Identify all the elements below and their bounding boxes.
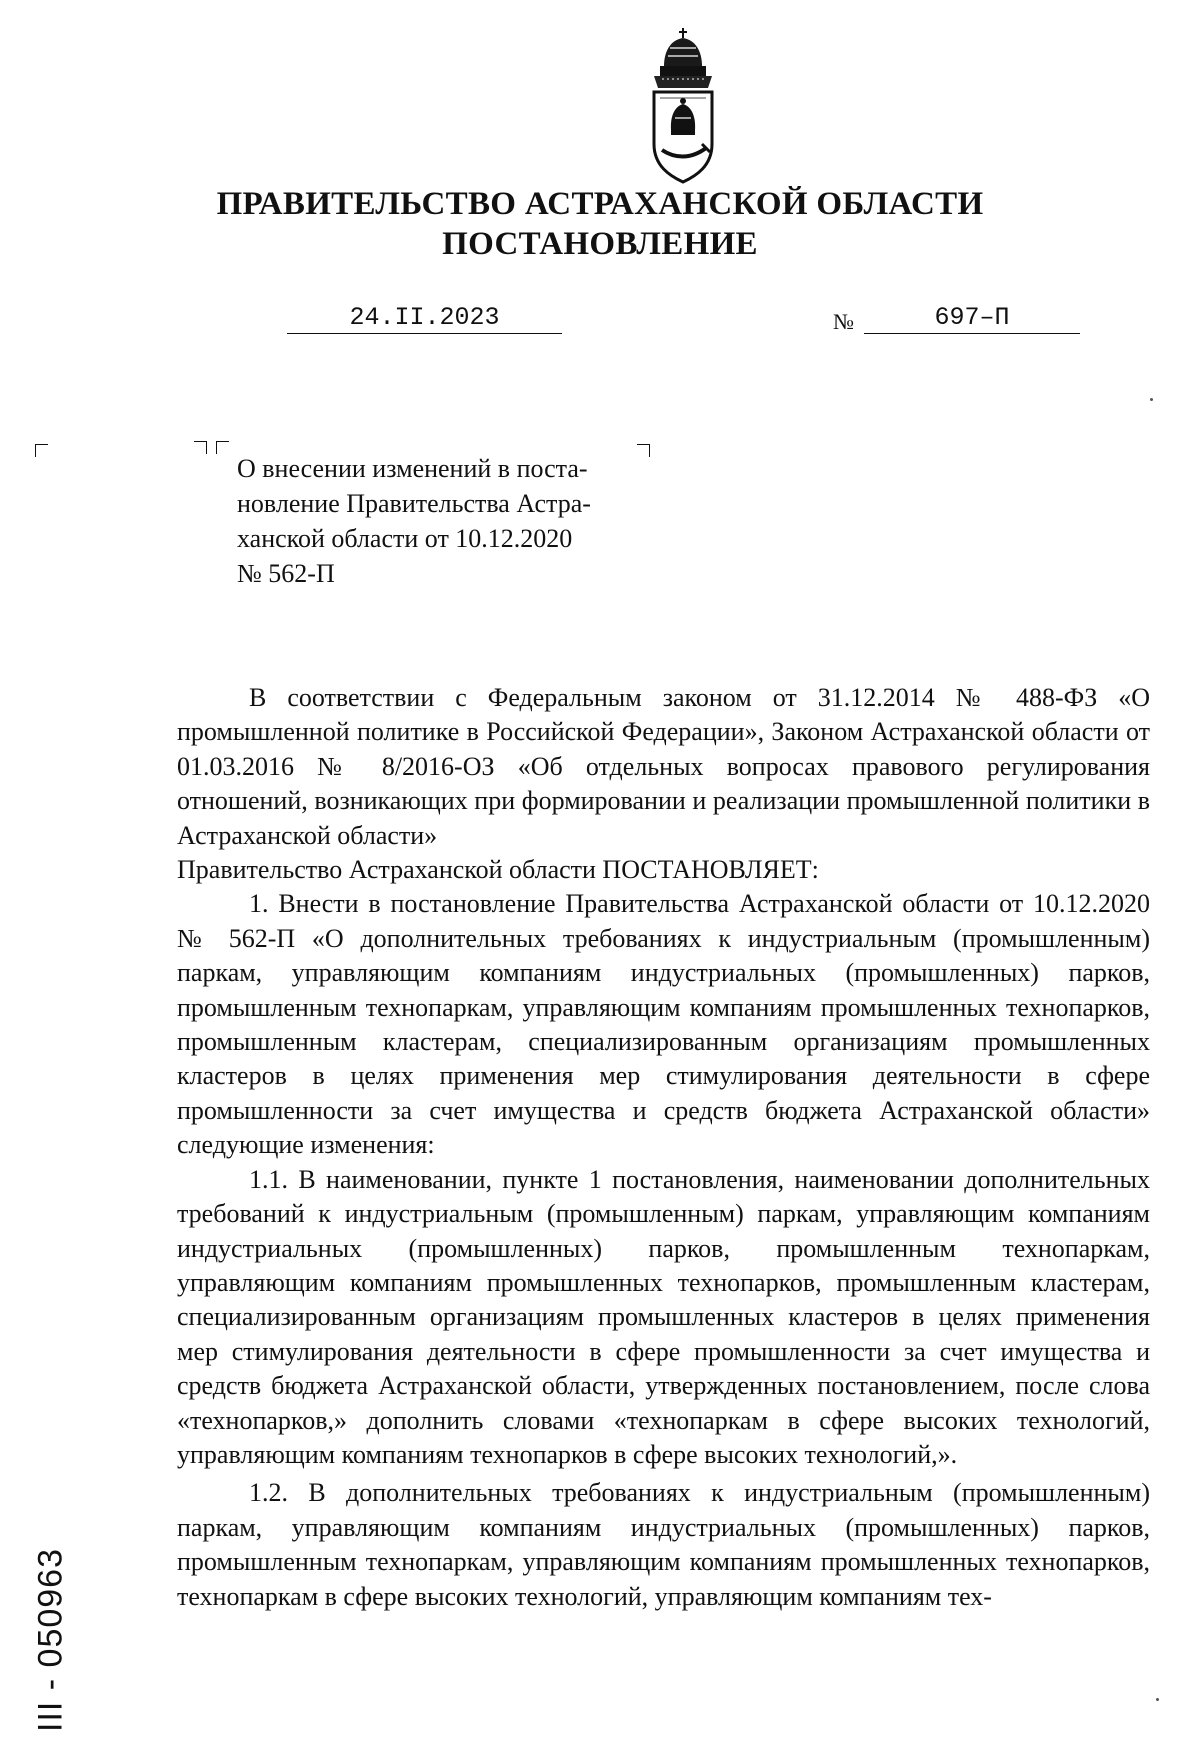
government-title: ПРАВИТЕЛЬСТВО АСТРАХАНСКОЙ ОБЛАСТИ (216, 186, 984, 222)
subject-corner-mark (637, 444, 650, 457)
form-serial-number (26, 1540, 76, 1740)
body-paragraph: 1.1. В наименовании, пункте 1 постановления, наименовании дополнительных требований к индустриальным (промышленным) паркам, управляющим компаниям индустриальных (промышленных) парков, промышленным технопаркам, управляющим компаниям промышленных технопарков, промышленным кластерам, специализированным организациям промышленных кластеров в целях применения мер стимулирования деятельности в сфере промышленности за счет имущества и средств бюджета Астраханской области, утвержденных постановлением, после слова «технопарков,» дополнить словами «технопаркам в сфере высоких технологий, управляющим компаниям технопарков в сфере высоких технологий,». (177, 1164, 1150, 1469)
document-type-title: ПОСТАНОВЛЕНИЕ (442, 226, 758, 262)
margin-corner-mark (35, 444, 48, 457)
document-body (177, 681, 1150, 1614)
body-paragraph: 1. Внести в постановление Правительства Астраханской области от 10.12.2020 № 562-П «О дополнительных требованиях к индустриальным (промышленным) паркам, управляющим компаниям индустриальных (промышленных) парков, промышленным технопаркам, управляющим компаниям промышленных технопарков, промышленным кластерам, специализированным организациям промышленных кластеров в целях применения мер стимулирования деятельности в сфере промышленности за счет имущества и средств бюджета Астраханской области» следующие изменения: (177, 889, 1150, 1160)
subject-line: О внесении изменений в поста- (237, 454, 588, 483)
subject-corner-mark (194, 441, 207, 454)
body-paragraph: В соответствии с Федеральным законом от 31.12.2014 № 488-ФЗ «О промышленной политике в Российской Федерации», Законом Астраханской области от 01.03.2016 № 8/2016-ОЗ «Об отдельных вопросах правового регулирования отношений, возникающих при формировании и реализации промышленной политики в Астраханской области» (177, 683, 1150, 850)
coat-of-arms-icon (640, 26, 726, 186)
subject-corner-mark (216, 441, 229, 454)
document-number: 697–П (864, 303, 1080, 334)
body-paragraph: 1.2. В дополнительных требованиях к индустриальным (промышленным) паркам, управляющим компаниям индустриальных (промышленных) парков, промышленным технопаркам, управляющим компаниям промышленных технопарков, технопаркам в сфере высоких технологий, управляющим компаниям тех- (177, 1478, 1150, 1611)
document-subject (237, 451, 627, 591)
scan-speck (1150, 398, 1153, 401)
scan-speck (1156, 1698, 1159, 1701)
form-serial-text: ІІІ - 050963 (31, 1547, 70, 1733)
document-date: 24.II.2023 (287, 303, 562, 334)
number-sign: № (833, 309, 854, 334)
subject-line: новление Правительства Астра- (237, 489, 591, 518)
subject-line: № 562-П (237, 559, 335, 588)
resolution-line: Правительство Астраханской области ПОСТАНОВЛЯЕТ: (177, 855, 819, 885)
subject-line: ханской области от 10.12.2020 (237, 524, 573, 553)
